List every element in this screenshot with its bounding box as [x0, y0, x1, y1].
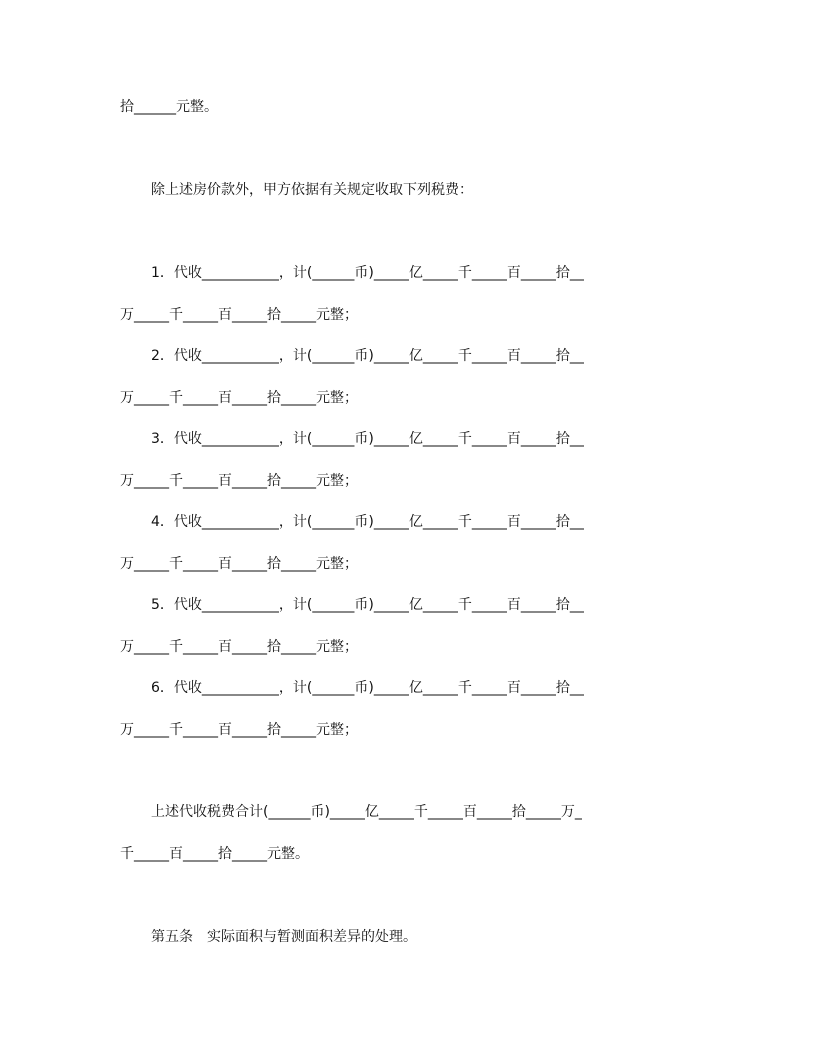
item-line: 万_____千_____百_____拾_____元整； [120, 639, 358, 655]
item-line: 万_____千_____百_____拾_____元整； [120, 473, 358, 489]
item-line: 6．代收___________，计(______币)_____亿_____千_____百_____拾__ [151, 680, 584, 696]
item-line: 4．代收___________，计(______币)_____亿_____千_____百_____拾__ [151, 514, 584, 530]
item-line: 万_____千_____百_____拾_____元整； [120, 556, 358, 572]
item-line: 万_____千_____百_____拾_____元整； [120, 722, 358, 738]
item-line: 1．代收___________，计(______币)_____亿_____千_____百_____拾__ [151, 265, 584, 281]
text-line: 拾______元整。 [120, 99, 218, 115]
item-line: 5．代收___________，计(______币)_____亿_____千_____百_____拾__ [151, 597, 584, 613]
item-line: 万_____千_____百_____拾_____元整； [120, 307, 358, 323]
item-line: 2．代收___________，计(______币)_____亿_____千_____百_____拾__ [151, 348, 584, 364]
article-heading: 第五条 实际面积与暂测面积差异的处理。 [151, 929, 417, 945]
total-line: 千_____百_____拾_____元整。 [120, 846, 309, 862]
total-line: 上述代收税费合计(______币)_____亿_____千_____百_____拾_____万_ [151, 804, 582, 820]
text-line: 除上述房价款外，甲方依据有关规定收取下列税费： [151, 182, 473, 198]
item-line: 3．代收___________，计(______币)_____亿_____千_____百_____拾__ [151, 431, 584, 447]
item-line: 万_____千_____百_____拾_____元整； [120, 390, 358, 406]
